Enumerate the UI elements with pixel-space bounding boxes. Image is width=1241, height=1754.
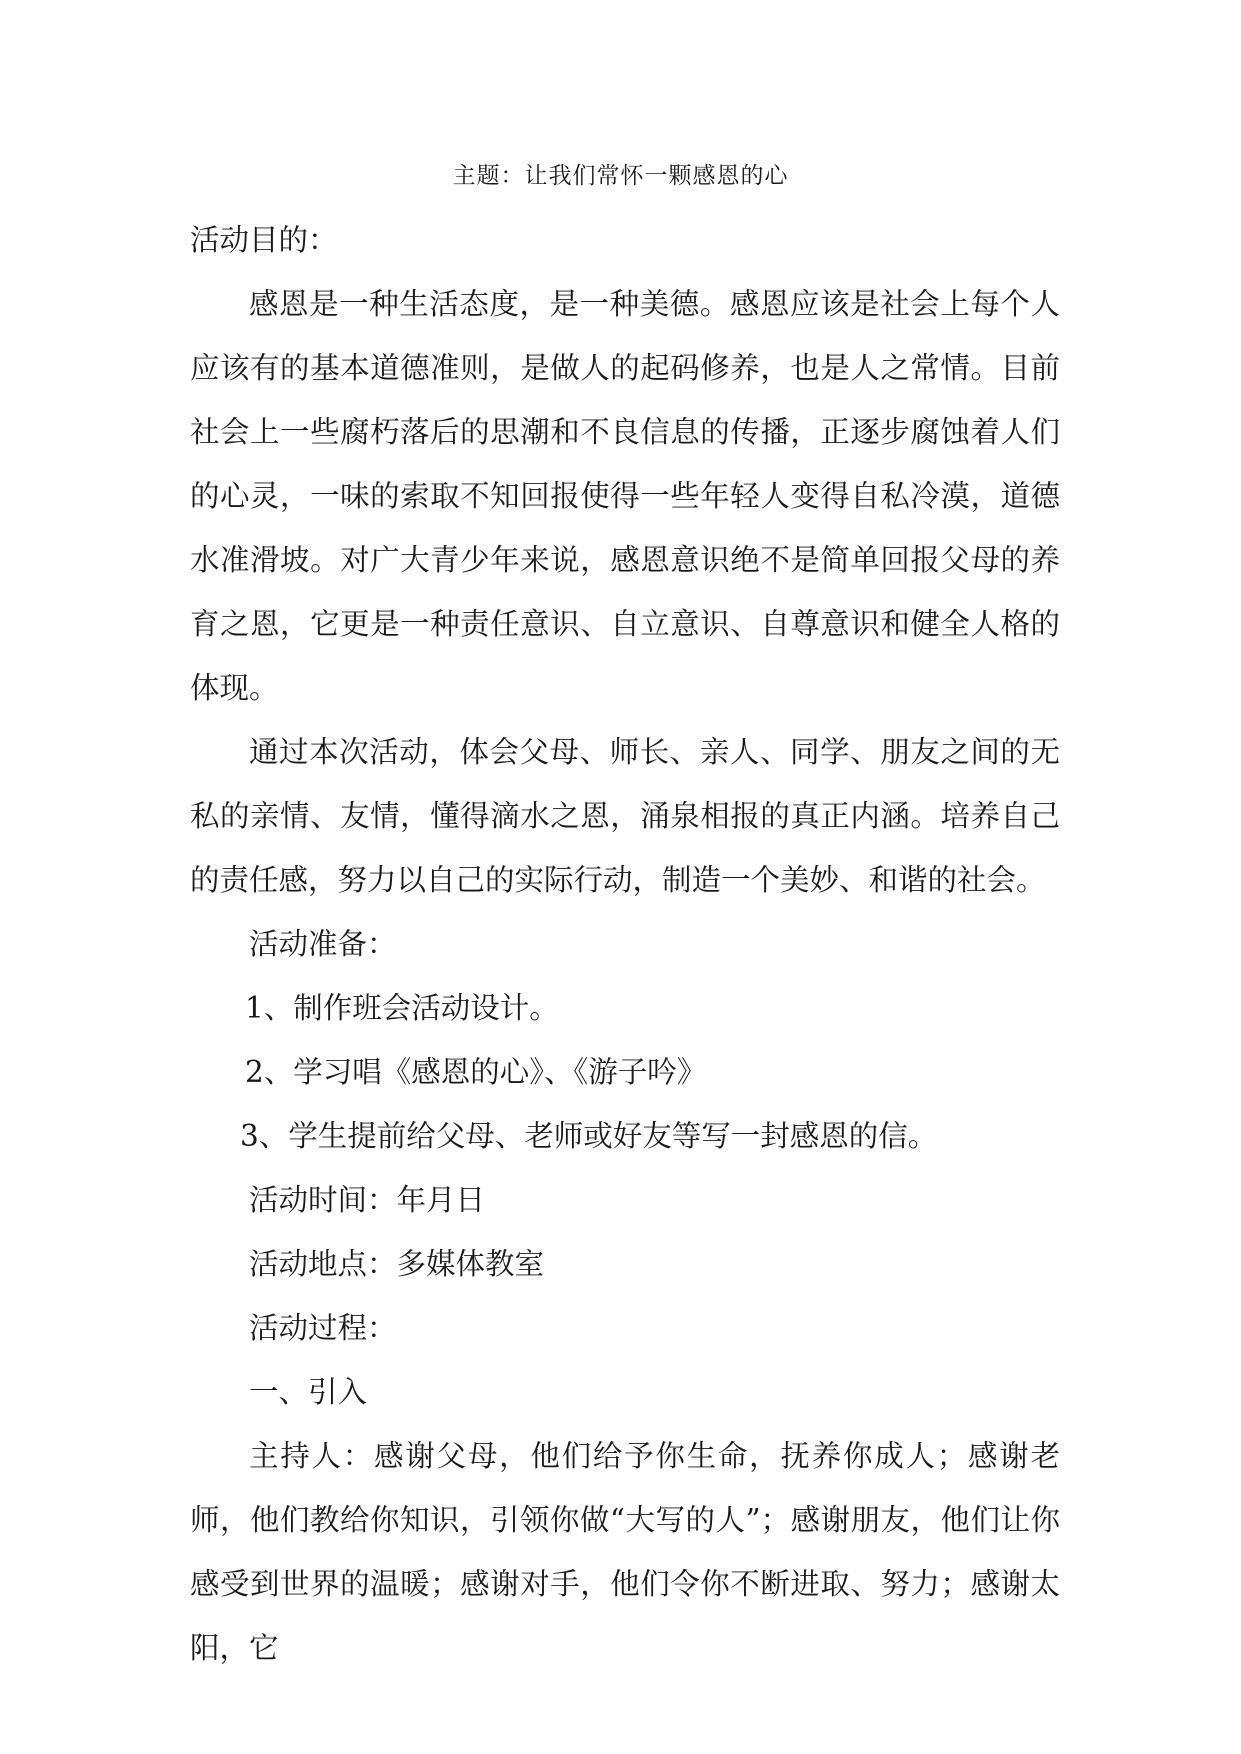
document-body [190,208,1060,1680]
paragraph-host-speech: 主持人：感谢父母，他们给予你生命，抚养你成人；感谢老师，他们教给你知识，引领你做“大写的人”；感谢朋友，他们让你感受到世界的温暖；感谢对手，他们令你不断进取、努力；感谢太阳，它 [190,1439,1060,1665]
activity-location: 活动地点：多媒体教室 [249,1247,545,1281]
section-heading-purpose: 活动目的： [190,223,338,257]
document-title: 主题：让我们常怀一颗感恩的心 [452,163,789,189]
preparation-item-2: 2、学习唱《感恩的心》、《游子吟》 [245,1055,707,1089]
preparation-item-1: 1、制作班会活动设计。 [245,991,559,1025]
activity-time: 活动时间：年月日 [249,1183,486,1217]
process-step-intro: 一、引入 [249,1375,368,1409]
paragraph-gratitude-intro: 感恩是一种生活态度，是一种美德。感恩应该是社会上每个人应该有的基本道德准则，是做人的起码修养，也是人之常情。目前社会上一些腐朽落后的思潮和不良信息的传播，正逐步腐蚀着人们的心灵，一味的索取不知回报使得一些年轻人变得自私冷漠，道德水准滑坡。对广大青少年来说，感恩意识绝不是简单回报父母的养育之恩，它更是一种责任意识、自立意识、自尊意识和健全人格的体现。 [190,287,1060,705]
section-heading-process: 活动过程： [249,1311,397,1345]
preparation-item-3: 3、学生提前给父母、老师或好友等写一封感恩的信。 [240,1119,938,1153]
paragraph-activity-goal: 通过本次活动，体会父母、师长、亲人、同学、朋友之间的无私的亲情、友情，懂得滴水之恩，涌泉相报的真正内涵。培养自己的责任感，努力以自己的实际行动，制造一个美妙、和谐的社会。 [190,735,1060,897]
section-heading-preparation: 活动准备： [249,927,397,961]
